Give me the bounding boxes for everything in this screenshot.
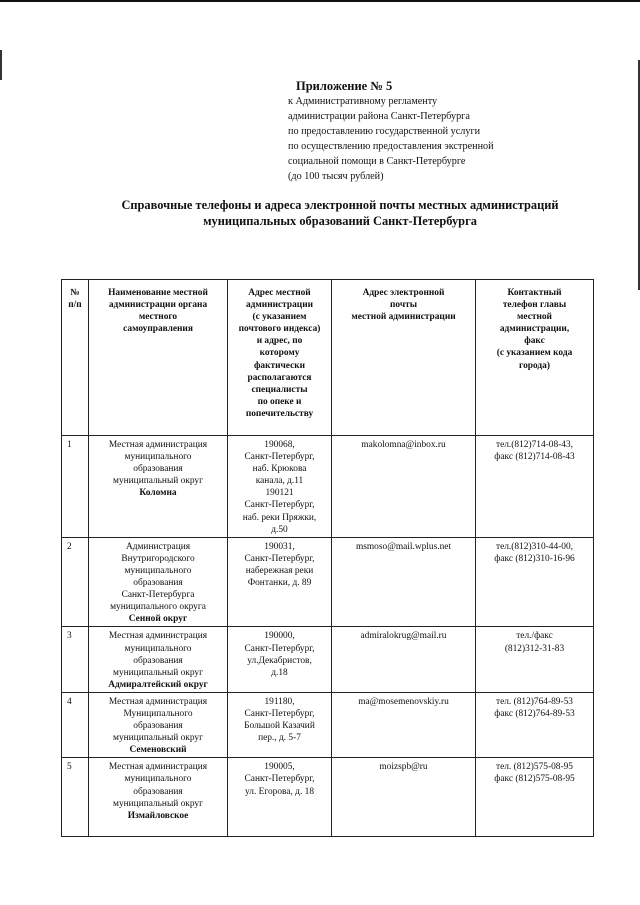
phone-line: факс (812)575-08-95	[494, 774, 575, 785]
admin-name-line: муниципального округа	[110, 602, 206, 613]
header-line: самоуправления	[123, 324, 193, 335]
admin-name-line: Местная администрация	[108, 696, 208, 707]
phone-cell	[476, 537, 594, 627]
header-line: администрации,	[499, 324, 570, 335]
appendix-block	[288, 78, 588, 184]
admin-name-line: муниципального	[124, 452, 192, 463]
phone-line: факс (812)714-08-43	[494, 452, 575, 463]
admin-name-line: Муниципального	[123, 708, 193, 719]
email-cell[interactable]: ma@mosemenovskiy.ru	[332, 692, 476, 757]
header-line: города)	[519, 360, 550, 371]
address-line: набережная реки	[245, 565, 314, 576]
header-line: специалисты	[251, 384, 308, 395]
address-line: д.50	[271, 524, 288, 535]
header-line: почты	[389, 300, 418, 311]
header-line: администрации	[245, 300, 313, 311]
header-line: по опеке и	[257, 396, 302, 407]
appendix-line: к Административному регламенту	[288, 96, 438, 107]
phone-cell	[476, 627, 594, 692]
admin-name-line: муниципального	[124, 565, 192, 576]
row-number-cell: 1	[62, 436, 89, 538]
admin-name-line: муниципальный округ	[113, 798, 203, 809]
header-cell-name	[89, 280, 228, 436]
phone-line: факс (812)764-89-53	[494, 708, 575, 719]
address-line: Санкт-Петербург,	[244, 452, 315, 463]
admin-name-line: Местная администрация	[108, 762, 208, 773]
district-name: Коломна	[139, 488, 177, 499]
header-line: и адрес, по	[256, 336, 303, 347]
admin-name-line: образования	[133, 786, 183, 797]
address-line: ул.Декабристов,	[247, 655, 312, 666]
address-line: Санкт-Петербург,	[244, 774, 315, 785]
admin-name-line: образования	[133, 721, 183, 732]
header-line: которому	[259, 348, 300, 359]
row-number-cell: 4	[62, 692, 89, 757]
address-line: 190005,	[264, 762, 295, 773]
admin-name-line: Местная администрация	[108, 440, 208, 450]
header-cell-email	[332, 280, 476, 436]
address-line: 191180,	[264, 696, 295, 707]
phone-line: тел./факс	[516, 631, 553, 642]
address-cell	[228, 537, 332, 627]
appendix-line: по осуществлению предоставления экстренной	[288, 141, 494, 152]
admin-name-cell	[89, 627, 228, 692]
address-line: ул. Егорова, д. 18	[244, 786, 315, 797]
admin-name-line: образования	[133, 578, 183, 589]
table-row	[62, 758, 594, 837]
address-line: Санкт-Петербург,	[244, 708, 315, 719]
address-line: Санкт-Петербург,	[244, 500, 315, 511]
directory-table	[61, 279, 594, 837]
row-number-cell: 3	[62, 627, 89, 692]
address-cell	[228, 758, 332, 837]
email-cell[interactable]: moizspb@ru	[332, 758, 476, 837]
header-line: №	[70, 288, 80, 298]
admin-name-line: Местная администрация	[108, 631, 208, 642]
phone-line: (812)312-31-83	[504, 643, 565, 654]
header-cell-number	[62, 280, 89, 436]
address-line: Санкт-Петербург,	[244, 643, 315, 654]
admin-name-line: муниципальный округ	[113, 733, 203, 744]
phone-cell	[476, 692, 594, 757]
header-line: располагаются	[247, 372, 312, 383]
row-number-cell: 2	[62, 537, 89, 627]
address-line: пер., д. 5-7	[258, 733, 301, 744]
header-line: п/п	[68, 300, 82, 311]
admin-name-line: Внутригородского	[121, 553, 195, 564]
address-line: Большой Казачий	[244, 721, 315, 732]
appendix-line: по предоставлению государственной услуги	[288, 126, 481, 137]
address-line: 190068,	[264, 440, 295, 450]
heading-line: Справочные телефоны и адреса электронной почты местных администраций	[121, 198, 559, 212]
row-number-cell: 5	[62, 758, 89, 837]
heading-line: муниципальных образований Санкт-Петербурга	[203, 214, 477, 228]
document-heading	[90, 197, 590, 229]
admin-name-cell	[89, 758, 228, 837]
header-cell-phone	[476, 280, 594, 436]
address-line: наб. Крюкова	[252, 464, 307, 475]
appendix-line: социальной помощи в Санкт-Петербурге	[288, 156, 466, 167]
table-header-row	[62, 280, 594, 436]
admin-name-line: муниципального	[124, 643, 192, 654]
header-line: фактически	[253, 360, 306, 371]
address-cell	[228, 436, 332, 538]
address-line: 190121	[265, 488, 294, 499]
header-cell-address	[228, 280, 332, 436]
phone-line: факс (812)310-16-96	[494, 553, 575, 564]
admin-name-line: муниципального	[124, 774, 192, 785]
district-name: Сенной округ	[128, 614, 188, 625]
header-line: телефон главы	[502, 300, 567, 311]
phone-line: тел. (812)764-89-53	[496, 696, 573, 707]
address-cell	[228, 627, 332, 692]
phone-line: тел.(812)310-44-00,	[496, 541, 573, 552]
appendix-title: Приложение № 5	[296, 79, 393, 93]
address-line: Фонтанки, д. 89	[247, 578, 312, 589]
phone-line: тел.(812)714-08-43,	[496, 440, 573, 450]
email-cell[interactable]: makolomna@inbox.ru	[332, 436, 476, 538]
table-row	[62, 692, 594, 757]
header-line: (с указанием кода	[496, 348, 573, 359]
phone-cell	[476, 758, 594, 837]
address-line: канала, д.11	[255, 476, 304, 487]
admin-name-line: муниципальный округ	[113, 667, 203, 678]
appendix-line: администрации района Санкт-Петербурга	[288, 111, 470, 122]
table-row	[62, 537, 594, 627]
admin-name-line: Санкт-Петербурга	[121, 590, 195, 601]
address-line: 190000,	[264, 631, 295, 642]
admin-name-cell	[89, 537, 228, 627]
header-line: Адрес местной	[248, 288, 311, 298]
header-line: попечительству	[245, 408, 314, 419]
address-line: 190031,	[264, 541, 295, 552]
email-cell[interactable]: admiralokrug@mail.ru	[332, 627, 476, 692]
district-name: Семеновский	[129, 745, 187, 756]
district-name: Измайловское	[127, 810, 189, 821]
table-row	[62, 627, 594, 692]
address-line: Санкт-Петербург,	[244, 553, 315, 564]
admin-name-cell	[89, 692, 228, 757]
header-line: факс	[524, 336, 545, 347]
header-line: Адрес электронной	[362, 288, 445, 298]
phone-line: тел. (812)575-08-95	[496, 762, 573, 773]
admin-name-line: образования	[133, 464, 183, 475]
admin-name-line: образования	[133, 655, 183, 666]
admin-name-line: муниципальный округ	[113, 476, 203, 487]
table-row	[62, 436, 594, 538]
header-line: местной администрации	[351, 312, 456, 323]
header-line: (с указанием	[252, 312, 307, 323]
header-line: местной	[517, 312, 552, 323]
header-line: администрации органа	[108, 300, 208, 311]
address-line: д.18	[271, 667, 288, 678]
appendix-line: (до 100 тысяч рублей)	[288, 171, 384, 182]
scan-border-left	[0, 50, 2, 80]
scan-border-top	[0, 0, 640, 2]
header-line: Наименование местной	[108, 288, 208, 298]
header-line: Контактный	[507, 288, 562, 298]
email-cell[interactable]: msmoso@mail.wplus.net	[332, 537, 476, 627]
address-cell	[228, 692, 332, 757]
header-line: почтового индекса)	[238, 324, 321, 335]
district-name: Адмиралтейский округ	[108, 679, 208, 690]
admin-name-cell	[89, 436, 228, 538]
admin-name-line: Администрация	[125, 541, 191, 552]
phone-cell	[476, 436, 594, 538]
header-line: местного	[138, 312, 178, 323]
address-line: наб. реки Пряжки,	[242, 512, 317, 523]
